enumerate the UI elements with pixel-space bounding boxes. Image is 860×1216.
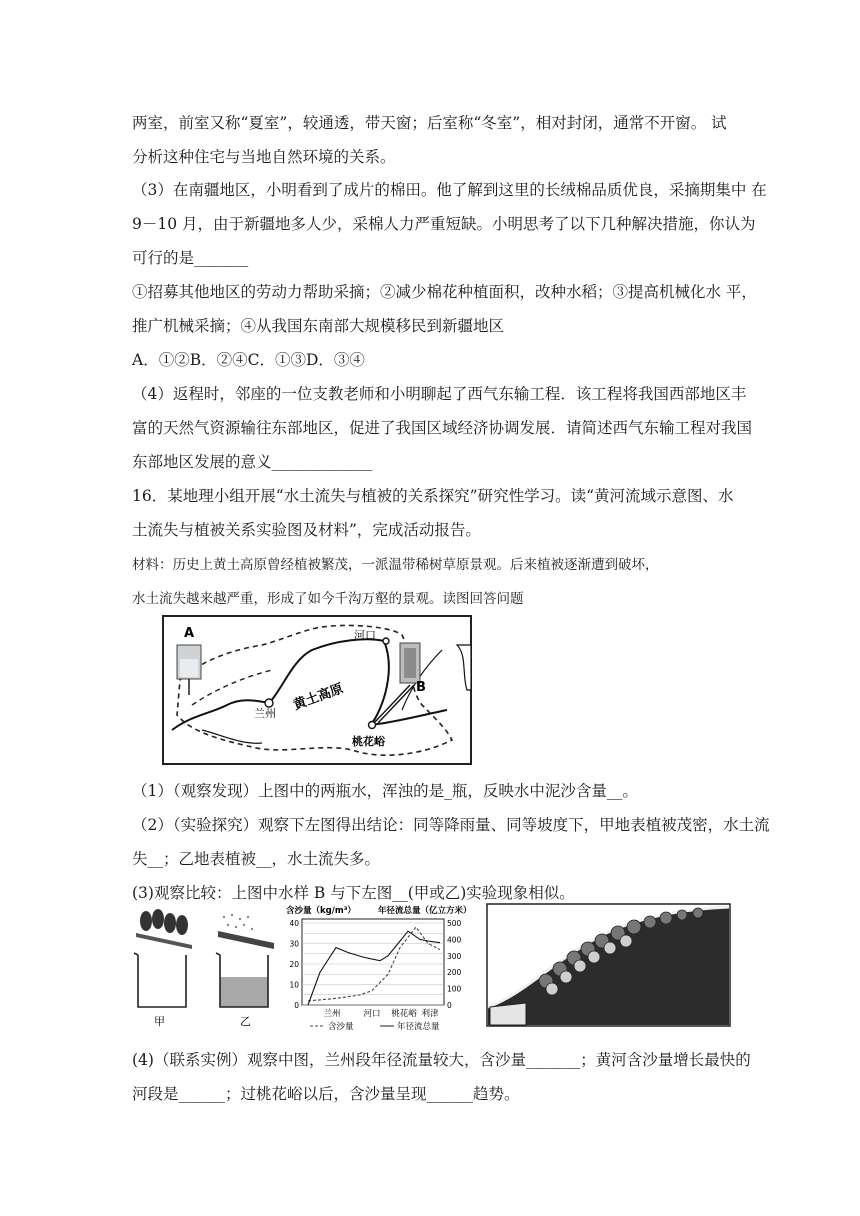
text-line: A．①②B．②④C．①③D．③④ — [132, 351, 365, 369]
text-line: （1）（观察发现）上图中的两瓶水，浑浊的是_瓶，反映水中泥沙含量__。 — [132, 782, 638, 800]
y-left-tick: 20 — [289, 960, 299, 969]
text-line: 东部地区发展的意义_____________ — [132, 453, 373, 471]
legend-runoff: 年径流总量 — [397, 1022, 440, 1032]
text-line: （3）在南疆地区，小明看到了成片的棉田。他了解到这里的长绒棉品质优良，采摘期集中 在 — [132, 181, 767, 199]
map-label-taohuayu: 桃花峪 — [352, 735, 385, 748]
text-line: 土流失与植被关系实验图及材料”，完成活动报告。 — [132, 521, 481, 539]
map-label-plateau: 黄土高原 — [291, 681, 346, 714]
material-line: 材料：历史上黄土高原曾经植被繁茂，一派温带稀树草原景观。后来植被逐渐遭到破坏， — [132, 557, 659, 573]
text-line: 分析这种住宅与当地自然环境的关系。 — [132, 148, 396, 166]
x-tick-label: 桃花峪 — [391, 1009, 417, 1019]
text-line: 两室，前室又称“夏室”，较通透，带天窗；后室称“冬室”，相对封闭，通常不开窗。 试 — [132, 114, 727, 132]
yellow-river-map — [162, 615, 472, 765]
text-line: (3)观察比较：上图中水样 B 与下左图__(甲或乙)实验现象相似。 — [132, 884, 575, 902]
text-line: 可行的是_______ — [132, 249, 249, 267]
y-left-tick: 30 — [289, 939, 299, 949]
y-right-tick: 0 — [447, 1001, 452, 1010]
beaker-jia — [130, 905, 196, 1031]
map-label-hekou: 河口 — [354, 629, 376, 642]
beaker-label-yi: 乙 — [240, 1015, 251, 1028]
text-line: （2）（实验探究）观察下左图得出结论：同等降雨量、同等坡度下，甲地表植被茂密，水土流 — [132, 816, 770, 834]
y-right-tick: 400 — [447, 935, 462, 945]
text-line: ①招募其他地区的劳动力帮助采摘；②减少棉花种植面积，改种水稻；③提高机械化水 平， — [132, 283, 757, 301]
text-line: (4)（联系实例）观察中图，兰州段年径流量较大，含沙量_______；黄河含沙量增长最快的 — [132, 1051, 751, 1069]
legend-sediment: 含沙量 — [328, 1022, 354, 1032]
x-tick-label: 河口 — [363, 1009, 381, 1019]
text-line: （4）返程时，邻座的一位支教老师和小明聊起了西气东输工程．该工程将我国西部地区丰 — [132, 385, 747, 403]
map-label-b: B — [416, 680, 426, 695]
text-line: 失__；乙地表植被__，水土流失多。 — [132, 850, 381, 868]
sediment-runoff-chart — [282, 903, 480, 1033]
text-line: 富的天然气资源输往东部地区，促进了我国区域经济协调发展．请简述西气东输工程对我国 — [132, 419, 753, 437]
map-label-lanzhou: 兰州 — [254, 707, 276, 720]
y-left-tick: 40 — [289, 919, 299, 928]
text-line: 河段是______；过桃花峪以后，含沙量呈现______趋势。 — [132, 1085, 520, 1103]
map-label-a: A — [184, 626, 195, 641]
y-right-tick: 100 — [447, 984, 462, 994]
text-line: 推广机械采摘；④从我国东南部大规模移民到新疆地区 — [132, 317, 505, 335]
beaker-label-jia: 甲 — [154, 1015, 165, 1028]
x-tick-label: 利津 — [421, 1009, 439, 1019]
material-line: 水土流失越来越严重，形成了如今千沟万壑的景观。读图回答问题 — [132, 591, 524, 607]
vegetation-slope-illustration — [486, 903, 731, 1027]
chart-title-left: 含沙量（kg/m³） — [286, 906, 356, 916]
y-right-tick: 200 — [447, 968, 462, 978]
chart-title-right: 年径流总量（亿立方米） — [378, 906, 472, 916]
y-left-tick: 0 — [294, 1001, 299, 1010]
y-right-tick: 300 — [447, 951, 462, 961]
text-line: 16．某地理小组开展“水土流失与植被的关系探究”研究性学习。读“黄河流域示意图、水 — [132, 487, 734, 505]
y-left-tick: 10 — [289, 980, 299, 990]
x-tick-label: 兰州 — [323, 1009, 341, 1019]
y-right-tick: 500 — [447, 919, 462, 928]
text-line: 9－10 月，由于新疆地多人少，采棉人力严重短缺。小明思考了以下几种解决措施，你认为 — [132, 215, 756, 233]
beaker-yi — [212, 905, 278, 1031]
